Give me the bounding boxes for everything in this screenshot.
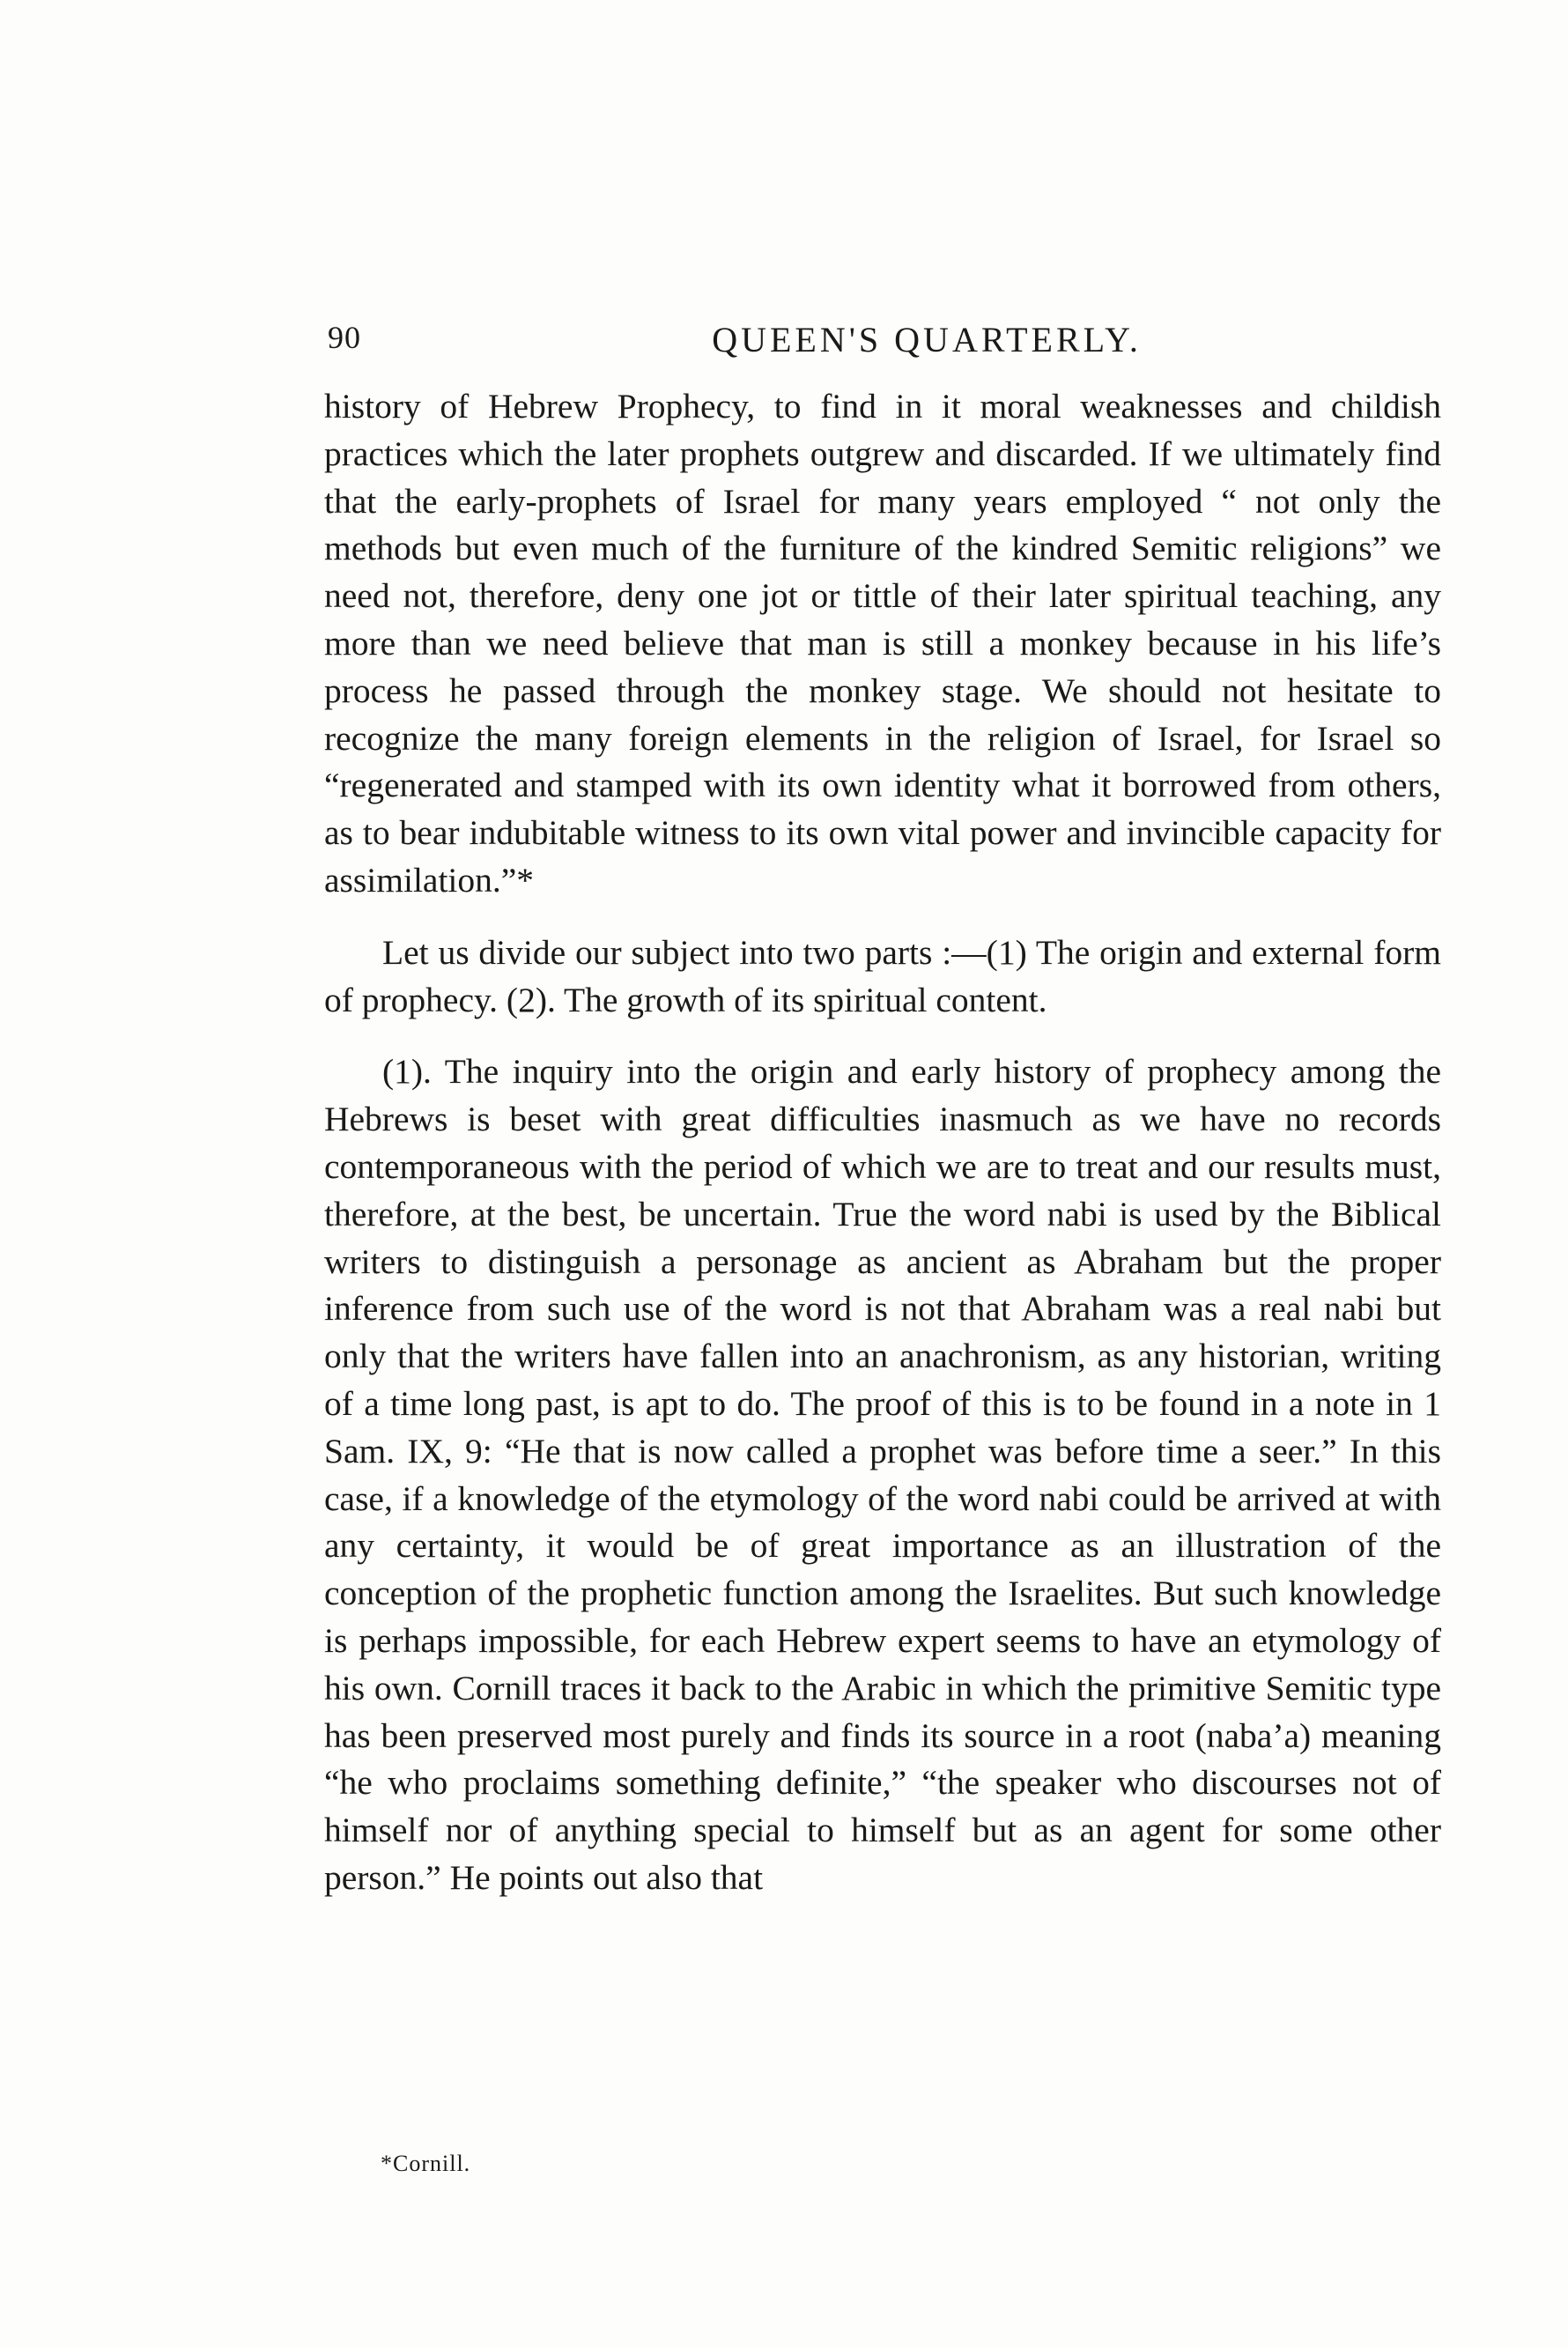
paragraph-3: (1). The inquiry into the origin and early history of prophecy among the Hebrews is beset with great difficulties inasmuch as we have no records contemporaneous with the period of which we are to treat and our results must, therefore, at the best, be uncertain. True the word nabi is used by the Biblical writers to distinguish a personage as ancient as Abraham but the proper inference from such use of the word is not that Abraham was a real nabi but only that the writers have fallen into an anachronism, as any historian, writing of a time long past, is apt to do. The proof of this is to be found in a note in 1 Sam. IX, 9: “He that is now called a prophet was before time a seer.” In this case, if a knowledge of the etymology of the word nabi could be arrived at with any certainty, it would be of great importance as an illustration of the conception of the prophetic function among the Israelites. But such knowledge is perhaps impossible, for each Hebrew expert seems to have an etymology of his own. Cornill traces it back to the Arabic in which the primitive Semitic type has been preserved most purely and finds its source in a root (naba’a) meaning “he who proclaims something definite,” “the speaker who discourses not of himself nor of anything special to himself but as an agent for some other person.” He points out also that [324, 1052, 1441, 1897]
body-text [324, 383, 1441, 1927]
page-number: 90 [328, 320, 361, 355]
running-head: QUEEN'S QUARTERLY. [712, 320, 1142, 359]
page-header [328, 319, 1438, 363]
footnote: *Cornill. [381, 2151, 471, 2176]
paragraph-1: history of Hebrew Prophecy, to find in it moral weaknesses and childish practices which the later prophets outgrew and discarded. If we ultimately find that the early-prophets of Israel for many years employed “ not only the methods but even much of the furniture of the kindred Semitic religions” we need not, therefore, deny one jot or tittle of their later spiritual teaching, any more than we need believe that man is still a monkey because in his life’s process he passed through the monkey stage. We should not hesitate to recognize the many foreign elements in the religion of Israel, for Israel so “regenerated and stamped with its own identity what it borrowed from others, as to bear indubitable witness to its own vital power and invincible capacity for assimilation.”* [324, 387, 1441, 900]
paragraph-2: Let us divide our subject into two parts :—(1) The origin and external form of prophecy. (2). The growth of its spiritual content. [324, 932, 1441, 1019]
